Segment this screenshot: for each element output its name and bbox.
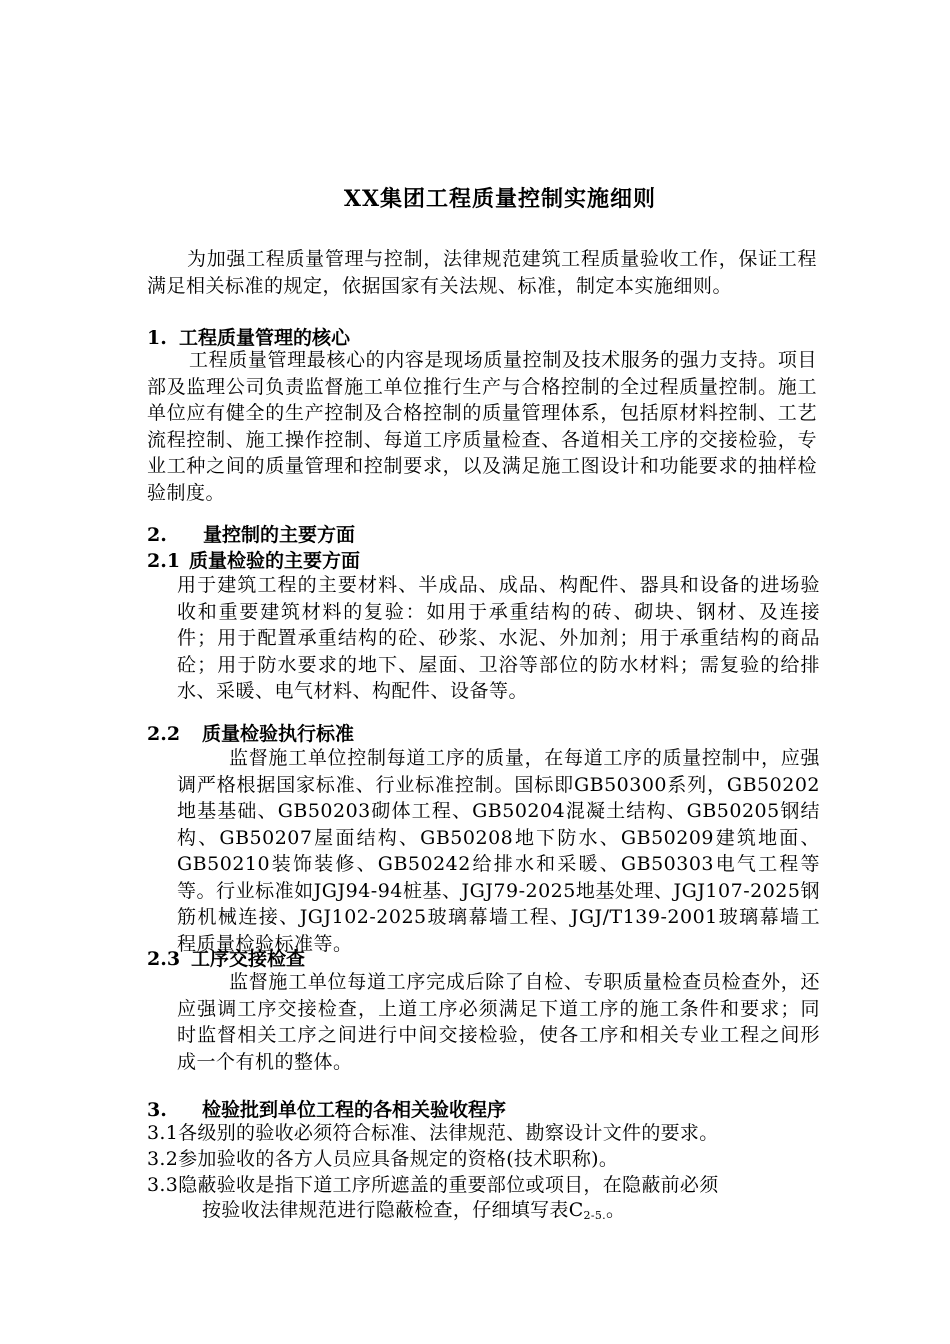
section-2-2-heading [147, 722, 354, 746]
section-2-1-title: 质量检验的主要方面 [189, 550, 361, 572]
section-1-number: 1. [147, 327, 167, 349]
section-2-1-body: 用于建筑工程的主要材料、半成品、成品、构配件、器具和设备的进场验收和重要建筑材料的复验：如用于承重结构的砖、砌块、钢材、及连接件；用于配置承重结构的砼、砂浆、水泥、外加剂；用于承重结构的商品砼；用于防水要求的地下、屋面、卫浴等部位的防水材料；需复验的给排水、采暖、电气材料、构配件、设备等。 [177, 574, 820, 702]
section-3-item-1: 3.1各级别的验收必须符合标准、法律规范、勘察设计文件的要求。 [147, 1122, 719, 1144]
section-3-item-3-line-1: 3.3隐蔽验收是指下道工序所遮盖的重要部位或项目，在隐蔽前必须 [147, 1174, 719, 1196]
table-subscript: 2-5. [583, 1209, 606, 1222]
section-2-3-heading [147, 947, 305, 971]
section-3-number: 3. [147, 1099, 167, 1121]
section-2-1-heading [147, 549, 360, 573]
section-2-2-title: 质量检验执行标准 [202, 723, 355, 745]
section-2-1-number: 2.1 [147, 550, 181, 572]
section-3-title: 检验批到单位工程的各相关验收程序 [202, 1099, 507, 1121]
section-3-item-2: 3.2参加验收的各方人员应具备规定的资格(技术职称)。 [147, 1148, 619, 1170]
section-2-3-body: 监督施工单位每道工序完成后除了自检、专职质量检查员检查外，还应强调工序交接检查，上道工序必须满足下道工序的施工条件和要求；同时监督相关工序之间进行中间交接检验，使各工序和相关专业工程之间形成一个有机的整体。 [177, 971, 820, 1073]
section-2-heading [147, 523, 355, 547]
document-title: XX集团工程质量控制实施细则 [343, 186, 657, 212]
section-3-item-3-line-2 [202, 1197, 625, 1229]
section-2-title: 量控制的主要方面 [203, 524, 356, 546]
section-3-heading [147, 1098, 506, 1122]
section-2-2-body: 监督施工单位控制每道工序的质量，在每道工序的质量控制中，应强调严格根据国家标准、行业标准控制。国标即GB50300系列，GB50202地基基础、GB50203砌体工程、GB50204混凝土结构、GB50205钢结构、GB50207屋面结构、GB50208地下防水、GB50209建筑地面、GB50210装饰装修、GB50242给排水和采暖、GB50303电气工程等等。行业标准如JGJ94-94桩基、JGJ79-2025地基处理、JGJ107-2025钢筋机械连接、JGJ102-2025玻璃幕墙工程、JGJ/T139-2001玻璃幕墙工程质量检验标准等。 [177, 747, 820, 955]
intro-paragraph: 为加强工程质量管理与控制，法律规范建筑工程质量验收工作，保证工程满足相关标准的规定，依据国家有关法规、标准，制定本实施细则。 [147, 248, 817, 297]
item-3-text: 按验收法律规范进行隐蔽检查，仔细填写表C [202, 1199, 584, 1221]
item-3-end: 。 [605, 1199, 626, 1221]
section-2-number: 2. [147, 524, 167, 546]
section-2-3-title: 工序交接检查 [191, 948, 306, 970]
section-1-title: 工程质量管理的核心 [179, 327, 351, 349]
section-2-2-number: 2.2 [147, 723, 181, 745]
section-2-3-number: 2.3 [147, 948, 181, 970]
section-1-body: 工程质量管理最核心的内容是现场质量控制及技术服务的强力支持。项目部及监理公司负责监督施工单位推行生产与合格控制的全过程质量控制。施工单位应有健全的生产控制及合格控制的质量管理体系，包括原材料控制、工艺流程控制、施工操作控制、每道工序质量检查、各道相关工序的交接检验，专业工种之间的质量管理和控制要求，以及满足施工图设计和功能要求的抽样检验制度。 [147, 349, 817, 504]
